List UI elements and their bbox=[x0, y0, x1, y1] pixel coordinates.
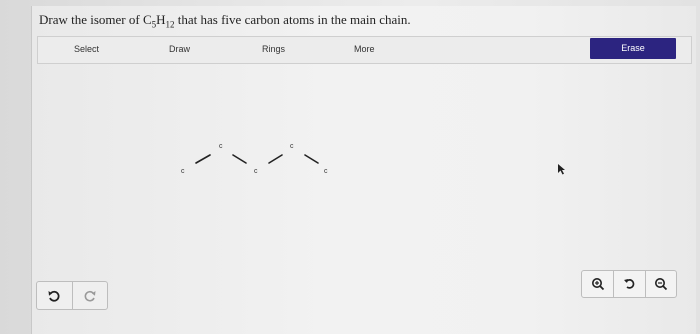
atom-c4[interactable]: c bbox=[290, 143, 294, 150]
redo-icon bbox=[83, 289, 97, 303]
mouse-cursor-icon bbox=[558, 164, 565, 175]
drawing-canvas[interactable] bbox=[37, 64, 690, 264]
erase-button[interactable]: Erase bbox=[590, 38, 676, 59]
history-controls bbox=[36, 281, 108, 310]
question-text bbox=[39, 12, 411, 30]
question-prefix: Draw the isomer of C bbox=[39, 12, 152, 27]
atom-c3[interactable]: c bbox=[254, 168, 258, 175]
reset-icon bbox=[623, 277, 637, 291]
zoom-out-icon bbox=[654, 277, 668, 291]
bond-4[interactable] bbox=[305, 155, 318, 163]
select-tool[interactable]: Select bbox=[74, 44, 100, 54]
draw-tool[interactable]: Draw bbox=[169, 44, 191, 54]
undo-button[interactable] bbox=[37, 282, 71, 309]
question-sub-5: 5 bbox=[151, 19, 157, 30]
bond-2[interactable] bbox=[233, 155, 246, 163]
question-suffix: that has five carbon atoms in the main chain. bbox=[174, 12, 411, 27]
reset-zoom-button[interactable] bbox=[614, 271, 645, 297]
zoom-controls bbox=[581, 270, 677, 298]
atom-c2[interactable]: c bbox=[219, 143, 223, 150]
bond-1[interactable] bbox=[196, 155, 210, 163]
rings-tool[interactable]: Rings bbox=[262, 44, 286, 54]
redo-button[interactable] bbox=[73, 282, 107, 309]
zoom-in-icon bbox=[591, 277, 605, 291]
bond-3[interactable] bbox=[269, 155, 282, 163]
molecule-drawing bbox=[37, 64, 690, 264]
more-tool[interactable]: More bbox=[354, 44, 375, 54]
atom-c1[interactable]: c bbox=[181, 168, 185, 175]
question-mid: H bbox=[156, 12, 166, 27]
zoom-out-button[interactable] bbox=[645, 271, 676, 297]
question-sub-12: 12 bbox=[165, 19, 175, 30]
atom-c5[interactable]: c bbox=[324, 168, 328, 175]
zoom-in-button[interactable] bbox=[582, 271, 613, 297]
undo-icon bbox=[47, 289, 61, 303]
